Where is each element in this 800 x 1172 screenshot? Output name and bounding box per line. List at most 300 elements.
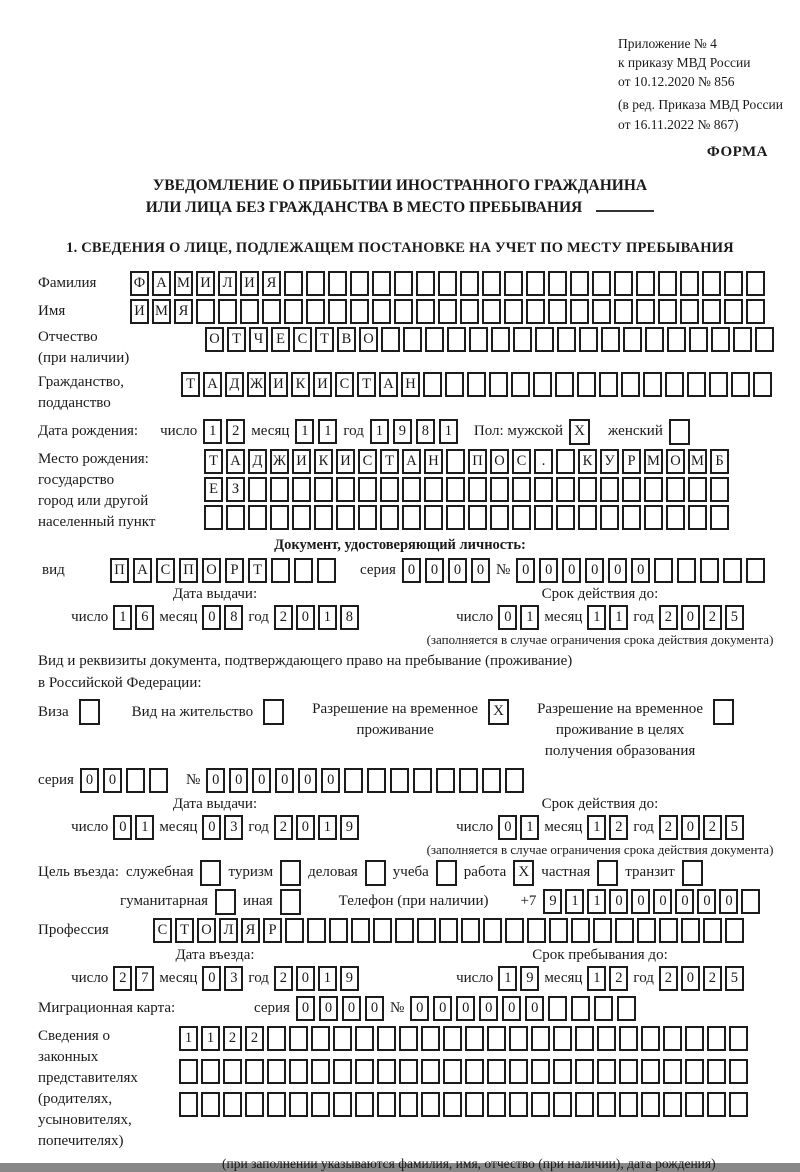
char-cell[interactable] xyxy=(417,918,436,943)
char-cell[interactable]: М xyxy=(688,449,707,474)
char-cell[interactable] xyxy=(489,372,508,397)
char-cell[interactable]: М xyxy=(174,271,193,296)
char-cell[interactable] xyxy=(204,505,223,530)
char-cell[interactable] xyxy=(467,372,486,397)
char-cell[interactable]: И xyxy=(336,449,355,474)
char-cell[interactable]: Т xyxy=(175,918,194,943)
char-cell[interactable] xyxy=(578,505,597,530)
gender-male-checkbox[interactable]: X xyxy=(569,419,590,445)
char-cell[interactable]: 0 xyxy=(113,815,132,840)
char-cell[interactable] xyxy=(380,477,399,502)
char-cell[interactable]: 8 xyxy=(340,605,359,630)
char-cell[interactable] xyxy=(350,299,369,324)
migration-number-cells[interactable] xyxy=(410,996,636,1021)
char-cell[interactable]: 0 xyxy=(448,558,467,583)
char-cell[interactable] xyxy=(381,327,400,352)
char-cell[interactable] xyxy=(223,1059,242,1084)
char-cell[interactable] xyxy=(553,1026,572,1051)
char-cell[interactable] xyxy=(644,477,663,502)
char-cell[interactable]: 0 xyxy=(296,605,315,630)
char-cell[interactable] xyxy=(328,271,347,296)
char-cell[interactable] xyxy=(644,505,663,530)
char-cell[interactable] xyxy=(711,327,730,352)
char-cell[interactable] xyxy=(663,1092,682,1117)
char-cell[interactable] xyxy=(421,1092,440,1117)
representatives-cells-row3[interactable] xyxy=(179,1092,748,1117)
char-cell[interactable] xyxy=(267,1026,286,1051)
char-cell[interactable] xyxy=(534,505,553,530)
char-cell[interactable] xyxy=(377,1092,396,1117)
char-cell[interactable]: Т xyxy=(204,449,223,474)
char-cell[interactable]: 0 xyxy=(471,558,490,583)
char-cell[interactable]: 0 xyxy=(675,889,694,914)
char-cell[interactable] xyxy=(490,477,509,502)
char-cell[interactable] xyxy=(306,299,325,324)
char-cell[interactable]: Л xyxy=(219,918,238,943)
char-cell[interactable] xyxy=(622,477,641,502)
char-cell[interactable]: 2 xyxy=(245,1026,264,1051)
char-cell[interactable] xyxy=(443,1092,462,1117)
char-cell[interactable] xyxy=(636,299,655,324)
char-cell[interactable] xyxy=(307,918,326,943)
char-cell[interactable] xyxy=(355,1026,374,1051)
char-cell[interactable] xyxy=(344,768,363,793)
purpose-business-checkbox[interactable] xyxy=(365,860,386,886)
char-cell[interactable] xyxy=(753,372,772,397)
char-cell[interactable] xyxy=(438,299,457,324)
char-cell[interactable] xyxy=(289,1059,308,1084)
char-cell[interactable]: С xyxy=(153,918,172,943)
char-cell[interactable] xyxy=(724,299,743,324)
char-cell[interactable] xyxy=(689,327,708,352)
char-cell[interactable] xyxy=(314,505,333,530)
char-cell[interactable]: 1 xyxy=(587,815,606,840)
char-cell[interactable] xyxy=(549,918,568,943)
char-cell[interactable]: К xyxy=(578,449,597,474)
residence-issue-year-cells[interactable] xyxy=(274,815,359,840)
char-cell[interactable]: 2 xyxy=(703,605,722,630)
char-cell[interactable]: М xyxy=(152,299,171,324)
char-cell[interactable]: И xyxy=(313,372,332,397)
char-cell[interactable]: А xyxy=(203,372,222,397)
char-cell[interactable] xyxy=(377,1059,396,1084)
char-cell[interactable] xyxy=(179,1059,198,1084)
char-cell[interactable]: Ф xyxy=(130,271,149,296)
phone-cells[interactable] xyxy=(543,889,760,914)
char-cell[interactable] xyxy=(556,477,575,502)
stay-day-cells[interactable] xyxy=(498,966,539,991)
purpose-work-checkbox[interactable]: X xyxy=(513,860,534,886)
char-cell[interactable]: 0 xyxy=(425,558,444,583)
char-cell[interactable] xyxy=(245,1059,264,1084)
char-cell[interactable]: 0 xyxy=(229,768,248,793)
char-cell[interactable]: Т xyxy=(315,327,334,352)
char-cell[interactable] xyxy=(729,1092,748,1117)
char-cell[interactable] xyxy=(677,558,696,583)
char-cell[interactable] xyxy=(446,449,465,474)
char-cell[interactable] xyxy=(729,1026,748,1051)
char-cell[interactable] xyxy=(487,1092,506,1117)
char-cell[interactable] xyxy=(553,1092,572,1117)
char-cell[interactable]: Т xyxy=(380,449,399,474)
char-cell[interactable] xyxy=(423,372,442,397)
temp-residence-checkbox[interactable]: X xyxy=(488,699,509,725)
char-cell[interactable]: Е xyxy=(204,477,223,502)
birth-month-cells[interactable] xyxy=(295,419,337,444)
char-cell[interactable] xyxy=(548,299,567,324)
char-cell[interactable]: 2 xyxy=(226,419,245,444)
char-cell[interactable] xyxy=(636,271,655,296)
char-cell[interactable]: О xyxy=(666,449,685,474)
char-cell[interactable] xyxy=(597,1026,616,1051)
visa-checkbox[interactable] xyxy=(79,699,100,725)
char-cell[interactable] xyxy=(658,271,677,296)
char-cell[interactable] xyxy=(575,1092,594,1117)
doc-series-cells[interactable] xyxy=(402,558,490,583)
char-cell[interactable] xyxy=(600,477,619,502)
char-cell[interactable]: 1 xyxy=(439,419,458,444)
temp-residence-education-checkbox[interactable] xyxy=(713,699,734,725)
char-cell[interactable] xyxy=(421,1059,440,1084)
char-cell[interactable] xyxy=(355,1092,374,1117)
purpose-official-checkbox[interactable] xyxy=(200,860,221,886)
char-cell[interactable]: З xyxy=(226,477,245,502)
char-cell[interactable]: С xyxy=(512,449,531,474)
char-cell[interactable] xyxy=(622,505,641,530)
char-cell[interactable] xyxy=(571,918,590,943)
char-cell[interactable]: С xyxy=(358,449,377,474)
char-cell[interactable] xyxy=(579,327,598,352)
char-cell[interactable] xyxy=(394,299,413,324)
char-cell[interactable]: 0 xyxy=(206,768,225,793)
char-cell[interactable] xyxy=(491,327,510,352)
residence-permit-checkbox[interactable] xyxy=(263,699,284,725)
char-cell[interactable] xyxy=(333,1092,352,1117)
char-cell[interactable] xyxy=(512,477,531,502)
char-cell[interactable]: О xyxy=(202,558,221,583)
char-cell[interactable]: 0 xyxy=(402,558,421,583)
char-cell[interactable]: Т xyxy=(357,372,376,397)
char-cell[interactable]: 1 xyxy=(295,419,314,444)
char-cell[interactable] xyxy=(533,372,552,397)
char-cell[interactable]: 2 xyxy=(659,815,678,840)
char-cell[interactable] xyxy=(196,299,215,324)
char-cell[interactable]: 0 xyxy=(479,996,498,1021)
char-cell[interactable]: Я xyxy=(241,918,260,943)
entry-year-cells[interactable] xyxy=(274,966,359,991)
char-cell[interactable] xyxy=(531,1059,550,1084)
char-cell[interactable] xyxy=(311,1026,330,1051)
char-cell[interactable]: 8 xyxy=(416,419,435,444)
char-cell[interactable] xyxy=(394,271,413,296)
char-cell[interactable] xyxy=(509,1026,528,1051)
char-cell[interactable] xyxy=(377,1026,396,1051)
char-cell[interactable]: 0 xyxy=(609,889,628,914)
char-cell[interactable] xyxy=(311,1092,330,1117)
char-cell[interactable] xyxy=(535,327,554,352)
char-cell[interactable]: 0 xyxy=(681,605,700,630)
char-cell[interactable]: 0 xyxy=(585,558,604,583)
char-cell[interactable]: П xyxy=(110,558,129,583)
char-cell[interactable]: 5 xyxy=(725,605,744,630)
char-cell[interactable]: 0 xyxy=(653,889,672,914)
char-cell[interactable]: 5 xyxy=(725,815,744,840)
char-cell[interactable] xyxy=(399,1092,418,1117)
char-cell[interactable]: С xyxy=(293,327,312,352)
char-cell[interactable] xyxy=(663,1059,682,1084)
char-cell[interactable] xyxy=(487,1059,506,1084)
migration-series-cells[interactable] xyxy=(296,996,384,1021)
char-cell[interactable]: 0 xyxy=(433,996,452,1021)
char-cell[interactable]: Р xyxy=(622,449,641,474)
char-cell[interactable] xyxy=(614,271,633,296)
char-cell[interactable]: У xyxy=(600,449,619,474)
char-cell[interactable] xyxy=(424,505,443,530)
char-cell[interactable] xyxy=(294,558,313,583)
issue-day-cells[interactable] xyxy=(113,605,154,630)
char-cell[interactable]: И xyxy=(130,299,149,324)
char-cell[interactable] xyxy=(336,477,355,502)
char-cell[interactable]: Ч xyxy=(249,327,268,352)
char-cell[interactable] xyxy=(658,299,677,324)
birth-place-cells-row1[interactable] xyxy=(204,449,729,474)
citizenship-cells[interactable] xyxy=(181,372,772,397)
residence-expiry-year-cells[interactable] xyxy=(659,815,744,840)
char-cell[interactable]: 1 xyxy=(179,1026,198,1051)
char-cell[interactable]: Ж xyxy=(270,449,289,474)
char-cell[interactable] xyxy=(592,271,611,296)
char-cell[interactable] xyxy=(593,918,612,943)
char-cell[interactable] xyxy=(531,1026,550,1051)
char-cell[interactable]: 1 xyxy=(520,605,539,630)
char-cell[interactable] xyxy=(314,477,333,502)
char-cell[interactable] xyxy=(402,505,421,530)
char-cell[interactable] xyxy=(645,327,664,352)
char-cell[interactable] xyxy=(399,1059,418,1084)
char-cell[interactable]: 0 xyxy=(298,768,317,793)
char-cell[interactable]: 9 xyxy=(393,419,412,444)
char-cell[interactable] xyxy=(465,1059,484,1084)
entry-month-cells[interactable] xyxy=(202,966,243,991)
birth-place-cells-row3[interactable] xyxy=(204,505,729,530)
char-cell[interactable]: 1 xyxy=(318,419,337,444)
char-cell[interactable] xyxy=(468,505,487,530)
char-cell[interactable] xyxy=(443,1059,462,1084)
char-cell[interactable] xyxy=(285,918,304,943)
char-cell[interactable] xyxy=(468,477,487,502)
stay-year-cells[interactable] xyxy=(659,966,744,991)
char-cell[interactable] xyxy=(317,558,336,583)
char-cell[interactable]: . xyxy=(534,449,553,474)
stay-month-cells[interactable] xyxy=(587,966,628,991)
expiry-day-cells[interactable] xyxy=(498,605,539,630)
char-cell[interactable] xyxy=(685,1026,704,1051)
char-cell[interactable] xyxy=(710,477,729,502)
birth-year-cells[interactable] xyxy=(370,419,458,444)
residence-expiry-day-cells[interactable] xyxy=(498,815,539,840)
char-cell[interactable]: К xyxy=(314,449,333,474)
purpose-study-checkbox[interactable] xyxy=(436,860,457,886)
char-cell[interactable] xyxy=(270,505,289,530)
char-cell[interactable]: 0 xyxy=(342,996,361,1021)
char-cell[interactable] xyxy=(641,1092,660,1117)
char-cell[interactable] xyxy=(710,505,729,530)
char-cell[interactable] xyxy=(654,558,673,583)
char-cell[interactable]: 0 xyxy=(516,558,535,583)
char-cell[interactable] xyxy=(483,918,502,943)
char-cell[interactable]: 1 xyxy=(565,889,584,914)
char-cell[interactable]: 6 xyxy=(135,605,154,630)
char-cell[interactable]: С xyxy=(335,372,354,397)
char-cell[interactable] xyxy=(513,327,532,352)
char-cell[interactable]: 2 xyxy=(703,815,722,840)
char-cell[interactable]: 0 xyxy=(202,815,221,840)
char-cell[interactable]: 5 xyxy=(725,966,744,991)
char-cell[interactable]: М xyxy=(644,449,663,474)
char-cell[interactable] xyxy=(511,372,530,397)
char-cell[interactable] xyxy=(621,372,640,397)
char-cell[interactable] xyxy=(505,768,524,793)
char-cell[interactable] xyxy=(575,1026,594,1051)
char-cell[interactable]: 2 xyxy=(113,966,132,991)
char-cell[interactable] xyxy=(336,505,355,530)
char-cell[interactable]: А xyxy=(133,558,152,583)
char-cell[interactable]: 0 xyxy=(502,996,521,1021)
char-cell[interactable] xyxy=(619,1092,638,1117)
char-cell[interactable] xyxy=(245,1092,264,1117)
char-cell[interactable] xyxy=(445,372,464,397)
char-cell[interactable] xyxy=(438,271,457,296)
char-cell[interactable] xyxy=(707,1092,726,1117)
char-cell[interactable] xyxy=(637,918,656,943)
char-cell[interactable] xyxy=(373,918,392,943)
char-cell[interactable]: 7 xyxy=(135,966,154,991)
char-cell[interactable] xyxy=(350,271,369,296)
doc-type-cells[interactable] xyxy=(110,558,336,583)
char-cell[interactable]: И xyxy=(269,372,288,397)
char-cell[interactable]: 2 xyxy=(609,966,628,991)
char-cell[interactable] xyxy=(395,918,414,943)
char-cell[interactable]: 0 xyxy=(319,996,338,1021)
char-cell[interactable]: 2 xyxy=(274,605,293,630)
char-cell[interactable] xyxy=(267,1092,286,1117)
char-cell[interactable] xyxy=(667,327,686,352)
char-cell[interactable] xyxy=(425,327,444,352)
char-cell[interactable] xyxy=(351,918,370,943)
char-cell[interactable] xyxy=(548,271,567,296)
char-cell[interactable]: 0 xyxy=(631,889,650,914)
char-cell[interactable] xyxy=(289,1092,308,1117)
char-cell[interactable] xyxy=(615,918,634,943)
char-cell[interactable]: 1 xyxy=(318,815,337,840)
char-cell[interactable]: Д xyxy=(248,449,267,474)
char-cell[interactable] xyxy=(599,372,618,397)
char-cell[interactable]: 3 xyxy=(224,815,243,840)
char-cell[interactable]: 0 xyxy=(562,558,581,583)
char-cell[interactable] xyxy=(262,299,281,324)
char-cell[interactable] xyxy=(461,918,480,943)
char-cell[interactable] xyxy=(487,1026,506,1051)
expiry-year-cells[interactable] xyxy=(659,605,744,630)
char-cell[interactable]: 2 xyxy=(659,605,678,630)
char-cell[interactable]: Б xyxy=(710,449,729,474)
char-cell[interactable]: 0 xyxy=(681,815,700,840)
char-cell[interactable]: 1 xyxy=(609,605,628,630)
char-cell[interactable] xyxy=(700,558,719,583)
char-cell[interactable] xyxy=(403,327,422,352)
purpose-transit-checkbox[interactable] xyxy=(682,860,703,886)
char-cell[interactable]: 0 xyxy=(80,768,99,793)
char-cell[interactable]: 2 xyxy=(223,1026,242,1051)
char-cell[interactable]: 2 xyxy=(609,815,628,840)
char-cell[interactable]: 3 xyxy=(224,966,243,991)
char-cell[interactable]: 0 xyxy=(296,815,315,840)
char-cell[interactable] xyxy=(218,299,237,324)
char-cell[interactable] xyxy=(623,327,642,352)
char-cell[interactable]: 0 xyxy=(296,996,315,1021)
residence-series-cells[interactable] xyxy=(80,768,168,793)
char-cell[interactable] xyxy=(240,299,259,324)
char-cell[interactable]: Ж xyxy=(247,372,266,397)
char-cell[interactable]: 2 xyxy=(703,966,722,991)
representatives-cells-row2[interactable] xyxy=(179,1059,748,1084)
char-cell[interactable] xyxy=(292,505,311,530)
char-cell[interactable] xyxy=(641,1026,660,1051)
char-cell[interactable]: 2 xyxy=(274,815,293,840)
char-cell[interactable] xyxy=(179,1092,198,1117)
char-cell[interactable] xyxy=(702,271,721,296)
char-cell[interactable]: И xyxy=(240,271,259,296)
char-cell[interactable] xyxy=(571,996,590,1021)
residence-issue-month-cells[interactable] xyxy=(202,815,243,840)
char-cell[interactable] xyxy=(741,889,760,914)
entry-day-cells[interactable] xyxy=(113,966,154,991)
char-cell[interactable] xyxy=(504,271,523,296)
char-cell[interactable]: Р xyxy=(225,558,244,583)
char-cell[interactable]: Н xyxy=(424,449,443,474)
char-cell[interactable] xyxy=(372,271,391,296)
char-cell[interactable]: 0 xyxy=(275,768,294,793)
char-cell[interactable] xyxy=(306,271,325,296)
char-cell[interactable]: 1 xyxy=(318,966,337,991)
char-cell[interactable]: 1 xyxy=(370,419,389,444)
char-cell[interactable] xyxy=(490,505,509,530)
char-cell[interactable] xyxy=(482,768,501,793)
char-cell[interactable] xyxy=(509,1092,528,1117)
char-cell[interactable] xyxy=(289,1026,308,1051)
residence-issue-day-cells[interactable] xyxy=(113,815,154,840)
char-cell[interactable] xyxy=(685,1092,704,1117)
char-cell[interactable] xyxy=(680,271,699,296)
char-cell[interactable]: 0 xyxy=(202,605,221,630)
birth-day-cells[interactable] xyxy=(203,419,245,444)
char-cell[interactable]: О xyxy=(359,327,378,352)
char-cell[interactable] xyxy=(685,1059,704,1084)
char-cell[interactable]: 1 xyxy=(520,815,539,840)
char-cell[interactable] xyxy=(619,1059,638,1084)
char-cell[interactable] xyxy=(526,271,545,296)
char-cell[interactable]: 0 xyxy=(252,768,271,793)
char-cell[interactable] xyxy=(688,477,707,502)
char-cell[interactable] xyxy=(328,299,347,324)
char-cell[interactable] xyxy=(436,768,455,793)
char-cell[interactable] xyxy=(358,505,377,530)
char-cell[interactable] xyxy=(367,768,386,793)
issue-month-cells[interactable] xyxy=(202,605,243,630)
char-cell[interactable]: 1 xyxy=(113,605,132,630)
char-cell[interactable] xyxy=(284,271,303,296)
char-cell[interactable] xyxy=(666,505,685,530)
